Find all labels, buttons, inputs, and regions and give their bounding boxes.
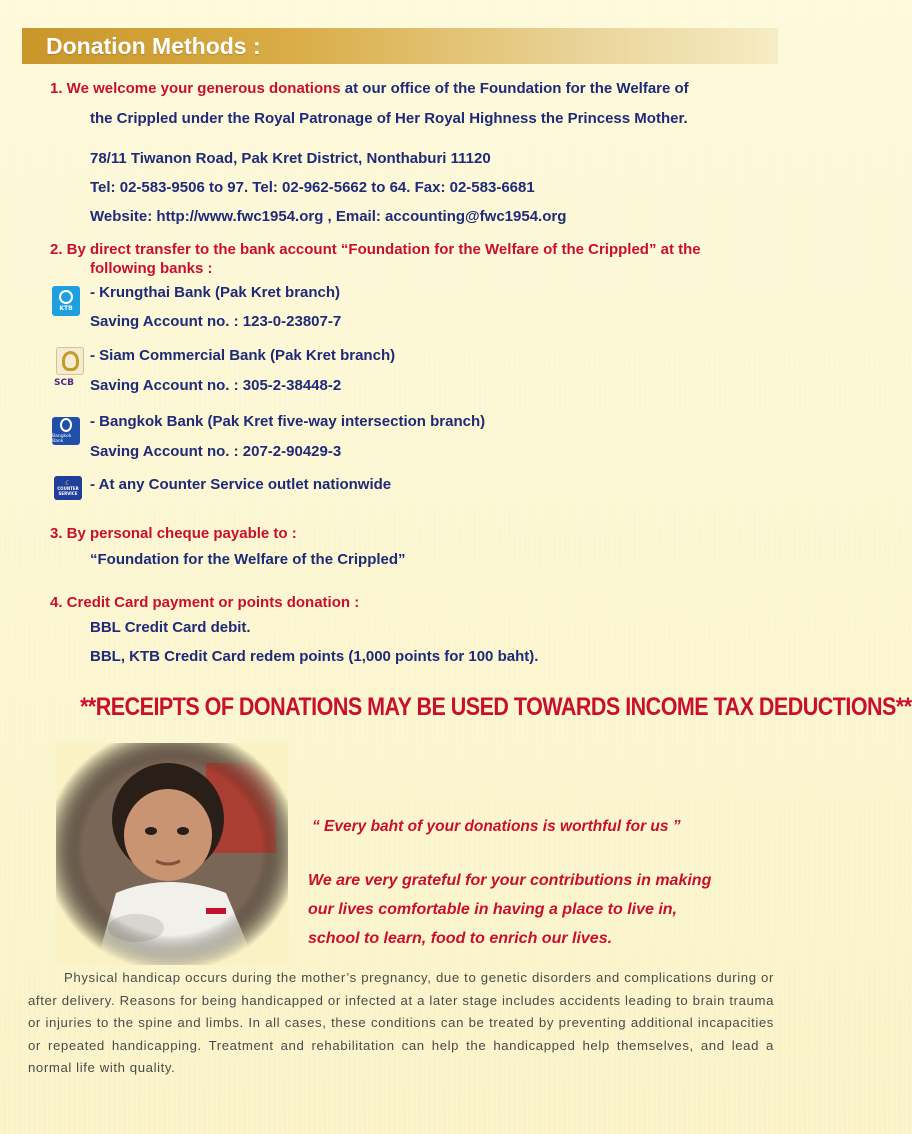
bank-ktb-account: Saving Account no. : 123-0-23807-7	[90, 313, 342, 330]
gratitude-line-1: We are very grateful for your contributions in making	[308, 872, 712, 889]
ktb-logo	[52, 286, 80, 316]
bbl-logo	[52, 417, 80, 445]
child-illustration	[56, 743, 288, 965]
page-title: Donation Methods :	[46, 33, 261, 59]
method4-heading: 4. Credit Card payment or points donation :	[50, 594, 360, 611]
bbl-logo-text: Bangkok Bank	[52, 434, 72, 444]
ktb-logo-text: KTB	[59, 305, 73, 312]
bank-bbl-name: - Bangkok Bank (Pak Kret five-way intersection branch)	[90, 413, 486, 430]
method1-line2: the Crippled under the Royal Patronage of Her Royal Highness the Princess Mother.	[90, 110, 688, 127]
bank-ktb-name: - Krungthai Bank (Pak Kret branch)	[90, 284, 341, 301]
method1-intro	[50, 80, 689, 97]
counter-service-logo	[54, 476, 82, 500]
office-address: 78/11 Tiwanon Road, Pak Kret District, Nonthaburi 11120	[90, 150, 491, 167]
bank-scb-account: Saving Account no. : 305-2-38448-2	[90, 377, 342, 394]
scb-logo-text: SCB	[54, 378, 74, 388]
office-web-email: Website: http://www.fwc1954.org , Email: accounting@fwc1954.org	[90, 208, 567, 225]
method1-heading: 1. We welcome your generous donations	[50, 80, 341, 97]
credit-card-line1: BBL Credit Card debit.	[90, 619, 251, 636]
scb-logo	[56, 347, 84, 375]
counter-service-text: - At any Counter Service outlet nationwide	[90, 476, 392, 493]
cheque-payee: “Foundation for the Welfare of the Crippled”	[90, 551, 406, 568]
handicap-paragraph	[28, 967, 774, 1080]
method2-heading: 2. By direct transfer to the bank account “Foundation for the Welfare of the Crippled” at the	[50, 241, 701, 258]
office-phone: Tel: 02-583-9506 to 97. Tel: 02-962-5662 to 64. Fax: 02-583-6681	[90, 179, 535, 196]
handicap-paragraph-text: Physical handicap occurs during the mother’s pregnancy, due to genetic disorders and complications during or after delivery. Reasons for being handicapped or infected at a later stage includes accidents leading to brain trauma or injuries to the spine and limbs. In all cases, these conditions can be treated by preventing additional incapacities or repeated handicapping. Treatment and rehabilitation can help the handicapped help themselves, and lead a normal life with quality.	[28, 970, 774, 1075]
moon-icon: ☾	[64, 478, 72, 487]
gratitude-line-2: our lives comfortable in having a place to live in,	[308, 901, 677, 918]
tax-deduction-notice: **RECEIPTS OF DONATIONS MAY BE USED TOWARDS INCOME TAX DEDUCTIONS**	[80, 693, 912, 721]
counter-service-logo-text: COUNTER SERVICE	[57, 485, 79, 496]
bank-scb-name: - Siam Commercial Bank (Pak Kret branch)	[90, 347, 396, 364]
credit-card-line2: BBL, KTB Credit Card redem points (1,000 points for 100 baht).	[90, 648, 539, 665]
method2-heading-cont: following banks :	[90, 260, 213, 277]
scb-emblem-icon	[62, 351, 79, 371]
ktb-emblem-icon	[59, 290, 73, 304]
bbl-emblem-icon	[60, 418, 72, 432]
method1-heading-cont: at our office of the Foundation for the Welfare of	[340, 80, 689, 97]
bank-bbl-account: Saving Account no. : 207-2-90429-3	[90, 443, 342, 460]
method3-heading: 3. By personal cheque payable to :	[50, 525, 297, 542]
child-photo	[56, 743, 288, 965]
gratitude-line-3: school to learn, food to enrich our lives.	[308, 930, 613, 947]
quote-text: “ Every baht of your donations is worthful for us ”	[312, 818, 681, 835]
